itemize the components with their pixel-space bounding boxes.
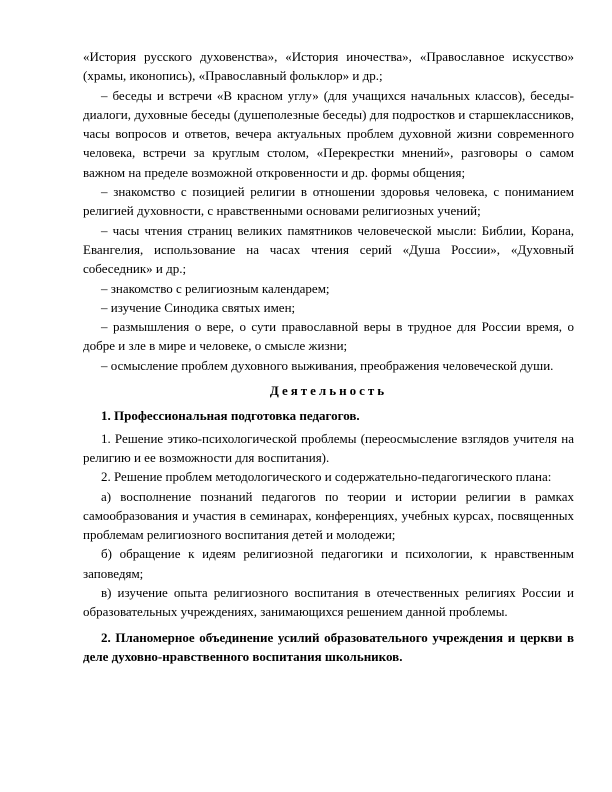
document-page [83,47,574,666]
list-item: – беседы и встречи «В красном углу» (для учащихся начальных классов), беседы-диалоги, духовные беседы (душеполезные беседы) для подростков и старшеклассников, часы вопросов и ответов, вечера актуальных проблем духовной жизни современного человека, встречи за круглым столом, «Перекрестки мнений», разговоры о самом важном на пределе возможной откровенности и др. формы общения; [83,87,574,180]
list-item: – размышления о вере, о сути православной веры в трудное для России время, о добре и зле в мире и человеке, о смысле жизни; [83,319,574,354]
section2-title: 2. Планомерное объединение усилий образовательного учреждения и церкви в деле духовно-нравственного воспитания школьников. [83,629,574,664]
section1-item: в) изучение опыта религиозного воспитания в отечественных религиях России и образовательных учреждениях, занимающихся решением данной проблемы. [83,585,574,620]
section1-item: 2. Решение проблем методологического и содержательно-педагогического плана: [101,469,552,485]
list-item: – знакомство с религиозным календарем; [101,280,330,296]
section1-item: а) восполнение познаний педагогов по теории и истории религии в рамках самообразования и участия в семинарах, конференциях, учебных курсах, посвященных проблемам религиозного воспитания детей и молодежи; [83,488,574,543]
section1-title: 1. Профессиональная подготовка педагогов. [101,408,360,424]
section-heading: Деятельность [269,383,388,399]
list-item: – изучение Синодика святых имен; [101,299,296,315]
section1-item: 1. Решение этико-психологической проблемы (переосмысление взглядов учителя на религию и ее возможности для воспитания). [83,430,574,465]
list-item: – часы чтения страниц великих памятников человеческой мысли: Библии, Корана, Евангелия, использование на часах чтения серий «Душа России», «Духовный собеседник» и др.; [83,222,574,277]
list-item: – знакомство с позицией религии в отношении здоровья человека, с пониманием религией духовности, с нравственными основами религиозных учений; [83,184,574,219]
list-item: – осмысление проблем духовного выживания, преображения человеческой души. [101,357,554,373]
paragraph: «История русского духовенства», «История иночества», «Православное искусство» (храмы, иконопись), «Православный фольклор» и др.; [83,49,574,84]
section1-item: б) обращение к идеям религиозной педагогики и психологии, к нравственным заповедям; [83,546,574,581]
